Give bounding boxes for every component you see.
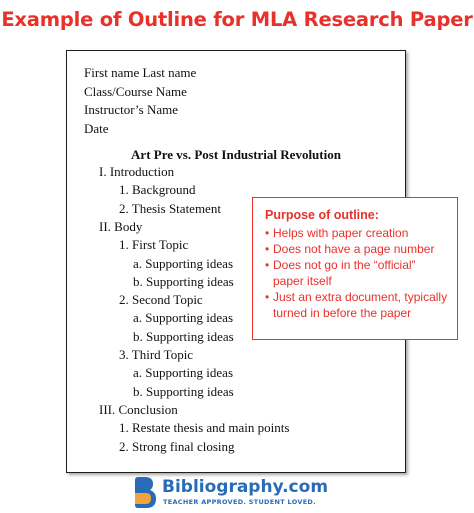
outline-item-closing: 2. Strong final closing — [119, 439, 235, 454]
outline-subitem: b. Supporting ideas — [133, 329, 234, 344]
outline-item-restate: 1. Restate thesis and main points — [119, 420, 290, 435]
bibliography-logo — [132, 476, 352, 510]
page-heading: Example of Outline for MLA Research Paper — [1, 8, 473, 31]
bullet-icon: • — [265, 258, 270, 272]
callout-item: • Just an extra document, typically — [265, 290, 448, 304]
outline-item-background: 1. Background — [119, 182, 196, 197]
outline-subitem: a. Supporting ideas — [133, 310, 234, 325]
callout-item: • Helps with paper creation — [265, 226, 409, 240]
outline-section-body: II. Body — [99, 219, 143, 234]
date-line: Date — [84, 121, 109, 136]
logo-name: Bibliography.com — [162, 477, 329, 497]
bullet-icon: • — [265, 242, 270, 256]
outline-item-first-topic: 1. First Topic — [119, 237, 189, 252]
outline-item-thesis: 2. Thesis Statement — [119, 201, 221, 216]
logo-tagline: TEACHER APPROVED. STUDENT LOVED. — [163, 498, 316, 506]
bullet-icon: • — [265, 226, 270, 240]
callout-title: Purpose of outline: — [265, 208, 379, 222]
course-name-line: Class/Course Name — [84, 84, 187, 99]
outline-subitem: a. Supporting ideas — [133, 365, 234, 380]
callout-item: • Does not go in the “official” — [265, 258, 416, 272]
bibliography-logo-icon — [132, 476, 158, 510]
outline-section-conclusion: III. Conclusion — [99, 402, 178, 417]
callout-list — [265, 225, 457, 321]
bullet-icon: • — [265, 290, 270, 304]
outline-item-second-topic: 2. Second Topic — [119, 292, 203, 307]
outline-subitem: a. Supporting ideas — [133, 256, 234, 271]
callout-item: • Does not have a page number — [265, 242, 435, 256]
outline-item-third-topic: 3. Third Topic — [119, 347, 194, 362]
callout-item-continuation: paper itself — [273, 274, 332, 288]
instructor-name-line: Instructor’s Name — [84, 102, 178, 117]
paper-title: Art Pre vs. Post Industrial Revolution — [131, 147, 341, 162]
purpose-callout — [252, 197, 458, 340]
outline-subitem: b. Supporting ideas — [133, 384, 234, 399]
outline-subitem: b. Supporting ideas — [133, 274, 234, 289]
callout-item-continuation: turned in before the paper — [273, 306, 412, 320]
outline-section-introduction: I. Introduction — [99, 164, 175, 179]
student-name-line: First name Last name — [84, 65, 197, 80]
